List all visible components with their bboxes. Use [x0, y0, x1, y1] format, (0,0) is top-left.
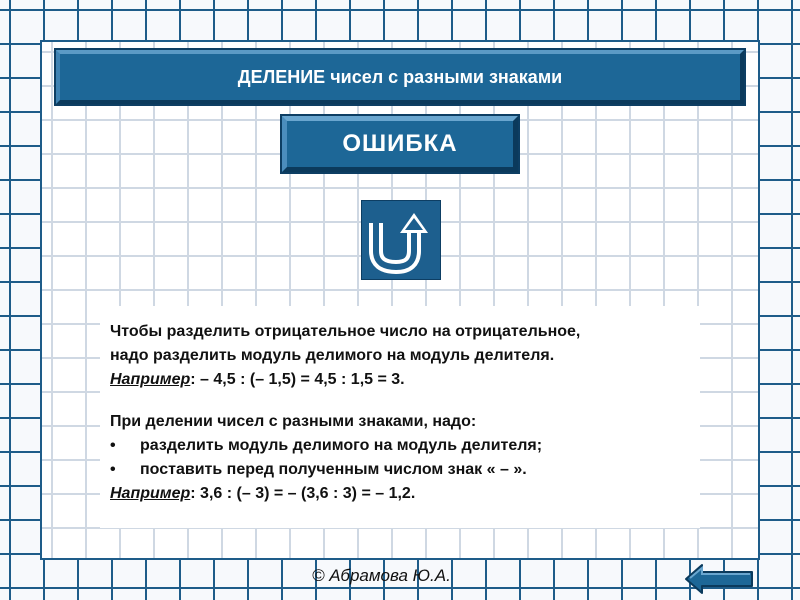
u-turn-arrow-icon — [362, 201, 440, 279]
list-item — [110, 458, 700, 482]
rules-panel — [100, 306, 700, 528]
bullet-text: разделить модуль делимого на модуль делителя; — [140, 437, 543, 454]
bullet-text: поставить перед полученным числом знак « – ». — [140, 461, 527, 478]
example1 — [110, 368, 700, 392]
example2-label: Например — [110, 485, 191, 502]
example2-text: : 3,6 : (– 3) = – (3,6 : 3) = – 1,2. — [190, 485, 416, 502]
example1-label: Например — [110, 371, 191, 388]
mistake-button[interactable] — [282, 116, 518, 172]
rule1-line1: Чтобы разделить отрицательное число на отрицательное, — [110, 323, 581, 340]
undo-button[interactable] — [361, 200, 441, 280]
mistake-button-label: ОШИБКА — [342, 130, 458, 157]
example1-text: : – 4,5 : (– 1,5) = 4,5 : 1,5 = 3. — [190, 371, 405, 388]
bullet-mark: • — [110, 461, 116, 478]
back-button[interactable] — [684, 563, 756, 595]
back-arrow-icon — [684, 563, 756, 595]
bullet-mark: • — [110, 437, 116, 454]
author-credit: © Абрамова Ю.А. — [312, 566, 451, 585]
page-title: ДЕЛЕНИЕ чисел с разными знаками — [237, 66, 563, 87]
rule2-intro: При делении чисел с разными знаками, надо: — [110, 413, 477, 430]
rule1-line2: надо разделить модуль делимого на модуль делителя. — [110, 347, 555, 364]
list-item — [110, 434, 700, 458]
title-banner — [56, 50, 744, 104]
example2 — [110, 482, 700, 506]
